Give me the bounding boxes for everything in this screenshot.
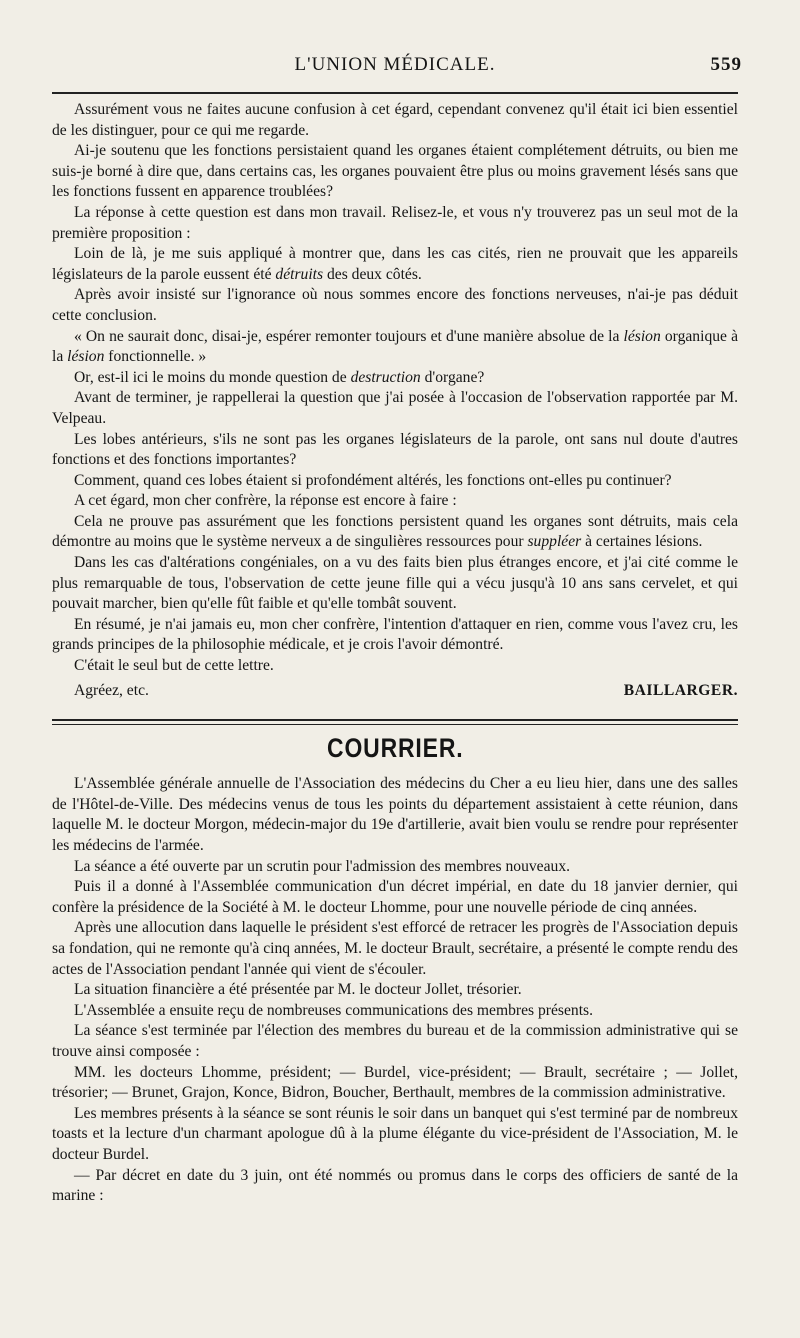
page-number: 559 bbox=[710, 54, 742, 75]
closing: Agréez, etc. bbox=[74, 681, 149, 699]
letter-paragraph bbox=[52, 553, 738, 615]
paragraph-text: Après avoir insisté sur l'ignorance où nous sommes encore des fonctions nerveuses, n'ai-je pas déduit cette conclusion. bbox=[52, 286, 738, 324]
paragraph-text: A cet égard, mon cher confrère, la réponse est encore à faire : bbox=[74, 492, 457, 510]
courrier-paragraph: Après une allocution dans laquelle le président s'est efforcé de retracer les progrès de l'Association depuis sa fondation, qui ne remonte qu'à cinq années, M. le docteur Brault, secrétaire, a présenté le compte rendu des actes de l'Association pendant l'année qui vient de s'écouler. bbox=[52, 919, 738, 978]
paragraph-text: organique à la bbox=[52, 327, 738, 366]
letter-paragraph bbox=[52, 656, 738, 677]
journal-title: L'UNION MÉDICALE. bbox=[294, 54, 496, 75]
letter-paragraph bbox=[52, 141, 738, 203]
courrier-paragraph: L'Assemblée a ensuite reçu de nombreuses communications des membres présents. bbox=[74, 1001, 593, 1019]
courrier-paragraph: Puis il a donné à l'Assemblée communication d'un décret impérial, en date du 18 janvier dernier, qui confère la présidence de la Société à M. le docteur Lhomme, pour une nouvelle période de cinq années. bbox=[52, 878, 738, 916]
paragraph-text: Or, est-il ici le moins du monde question de bbox=[74, 368, 351, 386]
courrier-heading-wrap bbox=[52, 733, 738, 764]
page bbox=[52, 52, 742, 1207]
letter-paragraph bbox=[52, 491, 738, 512]
courrier-heading: COURRIER. bbox=[326, 733, 464, 764]
paragraph-text: des deux côtés. bbox=[323, 265, 422, 283]
running-header bbox=[52, 52, 742, 78]
paragraph-text: La réponse à cette question est dans mon travail. Relisez-le, et vous n'y trouverez pas un seul mot de la première proposition : bbox=[52, 203, 738, 242]
paragraph-text: C'était le seul but de cette lettre. bbox=[74, 657, 274, 675]
paragraph-text: fonctionnelle. » bbox=[104, 348, 207, 366]
section-divider bbox=[52, 719, 738, 725]
signature: BAILLARGER. bbox=[623, 681, 738, 699]
italic-term: lésion bbox=[67, 348, 105, 366]
paragraph-text: Loin de là, je me suis appliqué à montrer que, dans les cas cités, rien ne prouvait que les appareils législateurs de la parole eussent été bbox=[52, 245, 738, 283]
letter-body bbox=[52, 100, 738, 701]
courrier-paragraph: La situation financière a été présentée par M. le docteur Jollet, trésorier. bbox=[74, 981, 522, 999]
paragraph-text: « On ne saurait donc, disai-je, espérer remonter toujours et d'une manière absolue de la bbox=[74, 327, 624, 345]
letter-paragraph bbox=[52, 512, 738, 553]
courrier-paragraphs bbox=[52, 774, 738, 1206]
courrier-body bbox=[52, 774, 738, 1206]
letter-paragraph bbox=[52, 285, 738, 326]
paragraph-text: En résumé, je n'ai jamais eu, mon cher confrère, l'intention d'attaquer en rien, comme vous l'avez cru, les grands principes de la philosophie médicale, et je crois l'avoir démontré. bbox=[52, 615, 738, 654]
courrier-paragraph: L'Assemblée générale annuelle de l'Association des médecins du Cher a eu lieu hier, dans une des salles de l'Hôtel-de-Ville. Des médecins venus de tous les points du département assistaient à cette réunion, dans laquelle M. le docteur Morgon, médecin-major du 19e d'artillerie, avait bien voulu se rendre pour représenter les médecins de l'armée. bbox=[52, 775, 738, 854]
paragraph-text: Les lobes antérieurs, s'ils ne sont pas les organes législateurs de la parole, ont sans nul doute d'autres fonctions et des fonctions importantes? bbox=[52, 430, 738, 469]
italic-term: lésion bbox=[623, 327, 661, 345]
italic-term: suppléer bbox=[527, 533, 582, 551]
paragraph-text: à certaines lésions. bbox=[581, 533, 703, 551]
letter-paragraph bbox=[52, 203, 738, 244]
courrier-paragraph: La séance a été ouverte par un scrutin pour l'admission des membres nouveaux. bbox=[74, 857, 571, 875]
letter-paragraphs bbox=[52, 100, 738, 677]
paragraph-text: Dans les cas d'altérations congéniales, on a vu des faits bien plus étranges encore, et j'ai cité comme le plus remarquable de tous, l'observation de cette jeune fille qui a vécu jusqu'à 10 ans sans cervelet, et qui pouvait marcher, bien qu'elle fût faible et qu'elle tombât souvent. bbox=[52, 554, 738, 613]
signature-line bbox=[52, 681, 738, 702]
courrier-paragraph: — Par décret en date du 3 juin, ont été nommés ou promus dans le corps des officiers de santé de la marine : bbox=[52, 1166, 738, 1205]
paragraph-text: Assurément vous ne faites aucune confusion à cet égard, cependant convenez qu'il était ici bien essentiel de les distinguer, pour ce qui me regarde. bbox=[52, 101, 738, 139]
letter-paragraph bbox=[52, 615, 738, 656]
courrier-paragraph: MM. les docteurs Lhomme, président; — Burdel, vice-président; — Brault, secrétaire ; — Jollet, trésorier; — Brunet, Grajon, Konce, Bidron, Boucher, Berthault, membres de la commission administrative. bbox=[52, 1063, 738, 1102]
letter-paragraph bbox=[52, 388, 738, 429]
courrier-paragraph: Les membres présents à la séance se sont réunis le soir dans un banquet qui s'est terminé par de nombreux toasts et la lecture d'un charmant apologue dû à la plume élégante du vice-président de l'Association, M. le docteur Burdel. bbox=[52, 1104, 738, 1163]
letter-paragraph bbox=[52, 430, 738, 471]
letter-paragraph bbox=[52, 327, 738, 368]
paragraph-text: Ai-je soutenu que les fonctions persistaient quand les organes étaient complétement détruits, ou bien me suis-je borné à dire que, dans certains cas, les organes pouvaient être plus ou moins gravement lésés sans que les fonctions fussent en apparence troublées? bbox=[52, 142, 738, 201]
paragraph-text: Comment, quand ces lobes étaient si profondément altérés, les fonctions ont-elles pu continuer? bbox=[74, 471, 672, 489]
courrier-paragraph: La séance s'est terminée par l'élection des membres du bureau et de la commission administrative qui se trouve ainsi composée : bbox=[52, 1022, 738, 1060]
italic-term: détruits bbox=[275, 265, 324, 283]
italic-term: destruction bbox=[350, 368, 421, 386]
paragraph-text: Cela ne prouve pas assurément que les fonctions persistent quand les organes sont détruits, mais cela démontre au moins que le système nerveux a de singulières ressources pour bbox=[52, 512, 738, 551]
letter-paragraph bbox=[52, 368, 738, 389]
paragraph-text: Avant de terminer, je rappellerai la question que j'ai posée à l'occasion de l'observation rapportée par M. Velpeau. bbox=[52, 389, 738, 427]
paragraph-text: d'organe? bbox=[420, 368, 485, 386]
letter-paragraph bbox=[52, 244, 738, 285]
letter-paragraph bbox=[52, 100, 738, 141]
header-rule bbox=[52, 92, 738, 94]
letter-paragraph bbox=[52, 471, 738, 492]
